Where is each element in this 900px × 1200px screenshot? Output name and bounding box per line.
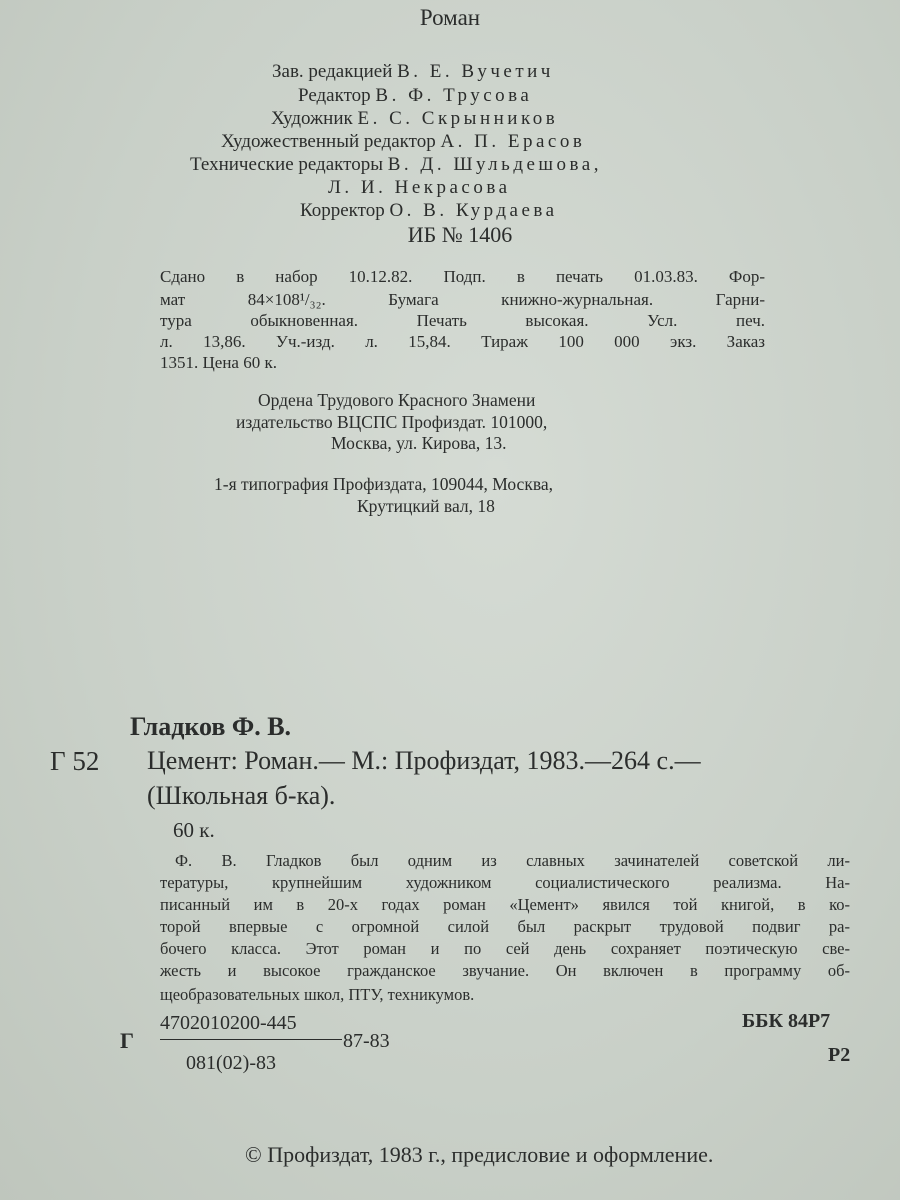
credit-role: Художественный редактор — [221, 131, 436, 152]
credit-line — [298, 86, 532, 105]
annotation-line: бочего класса. Этот роман и по сей день сохраняет поэтическую све- — [160, 939, 850, 958]
credit-role: Редактор — [298, 85, 371, 106]
imprint-line: Сдано в набор 10.12.82. Подп. в печать 01.03.83. Фор- — [160, 267, 765, 286]
genre-label: Роман — [419, 5, 481, 30]
ib-number: ИБ № 1406 — [407, 222, 513, 247]
publisher-line: Москва, ул. Кирова, 13. — [331, 433, 507, 453]
annotation-line: торой впервые с огромной силой был раскрыт трудовой подвиг ра- — [160, 917, 850, 936]
imprint-line: 1351. Цена 60 к. — [160, 353, 277, 372]
formula-suffix: 87-83 — [343, 1030, 390, 1052]
catalog-price: 60 к. — [173, 818, 215, 842]
printer-line: Крутицкий вал, 18 — [357, 496, 495, 516]
formula-denominator: 081(02)-83 — [186, 1052, 276, 1074]
bbk-code: ББК 84Р7 — [742, 1010, 831, 1032]
imprint-line: мат 84×108¹/₃₂. Бумага книжно-журнальная. Гарни- — [160, 290, 765, 309]
annotation-line: жесть и высокое гражданское звучание. Он включен в программу об- — [160, 961, 850, 980]
publisher-line: издательство ВЦСПС Профиздат. 101000, — [236, 412, 548, 432]
credit-name: А. П. Ерасов — [440, 131, 586, 152]
credit-name: В. Е. Вучетич — [397, 61, 554, 82]
imprint-line: л. 13,86. Уч.-изд. л. 15,84. Тираж 100 000 экз. Заказ — [160, 332, 765, 351]
formula-numerator: 4702010200-445 — [160, 1012, 297, 1034]
credit-name: О. В. Курдаева — [389, 200, 558, 221]
credit-line — [272, 62, 554, 81]
copyright-line: © Профиздат, 1983 г., предисловие и оформление. — [245, 1142, 714, 1167]
credit-line — [300, 201, 558, 220]
class-code: Р2 — [828, 1044, 851, 1066]
publisher-line: Ордена Трудового Красного Знамени — [258, 390, 536, 410]
catalog-author: Гладков Ф. В. — [130, 712, 292, 741]
annotation-line: Ф. В. Гладков был одним из славных зачинателей советской ли- — [175, 851, 850, 870]
credit-line — [190, 155, 602, 174]
bibliographic-line: Цемент: Роман.— М.: Профиздат, 1983.—264 с.— — [147, 746, 701, 775]
credit-name: Л. И. Некрасова — [328, 177, 511, 198]
credit-role: Корректор — [300, 200, 385, 221]
credit-name: Е. С. Скрынников — [357, 108, 559, 129]
annotation-line: тературы, крупнейшим художником социалистического реализма. На- — [160, 873, 850, 892]
credit-line — [221, 132, 585, 151]
credit-role: Технические редакторы — [190, 154, 383, 175]
annotation-line: писанный им в 20-х годах роман «Цемент» явился той книгой, в ко- — [160, 895, 850, 914]
credit-line — [271, 109, 558, 128]
formula-letter: Г — [120, 1028, 134, 1053]
printer-line: 1-я типография Профиздата, 109044, Москва, — [214, 474, 553, 494]
formula-fraction-bar — [160, 1039, 342, 1040]
annotation-line: щеобразовательных школ, ПТУ, техникумов. — [160, 985, 475, 1004]
credit-name: В. Д. Шульдешова, — [387, 154, 602, 175]
credit-line — [328, 178, 511, 197]
bibliographic-line: (Школьная б-ка). — [147, 781, 336, 810]
credit-role: Художник — [271, 108, 353, 129]
credit-role: Зав. редакцией — [272, 61, 393, 82]
credit-name: В. Ф. Трусова — [375, 85, 533, 106]
catalog-code: Г 52 — [50, 746, 100, 776]
imprint-line: тура обыкновенная. Печать высокая. Усл. печ. — [160, 311, 765, 330]
